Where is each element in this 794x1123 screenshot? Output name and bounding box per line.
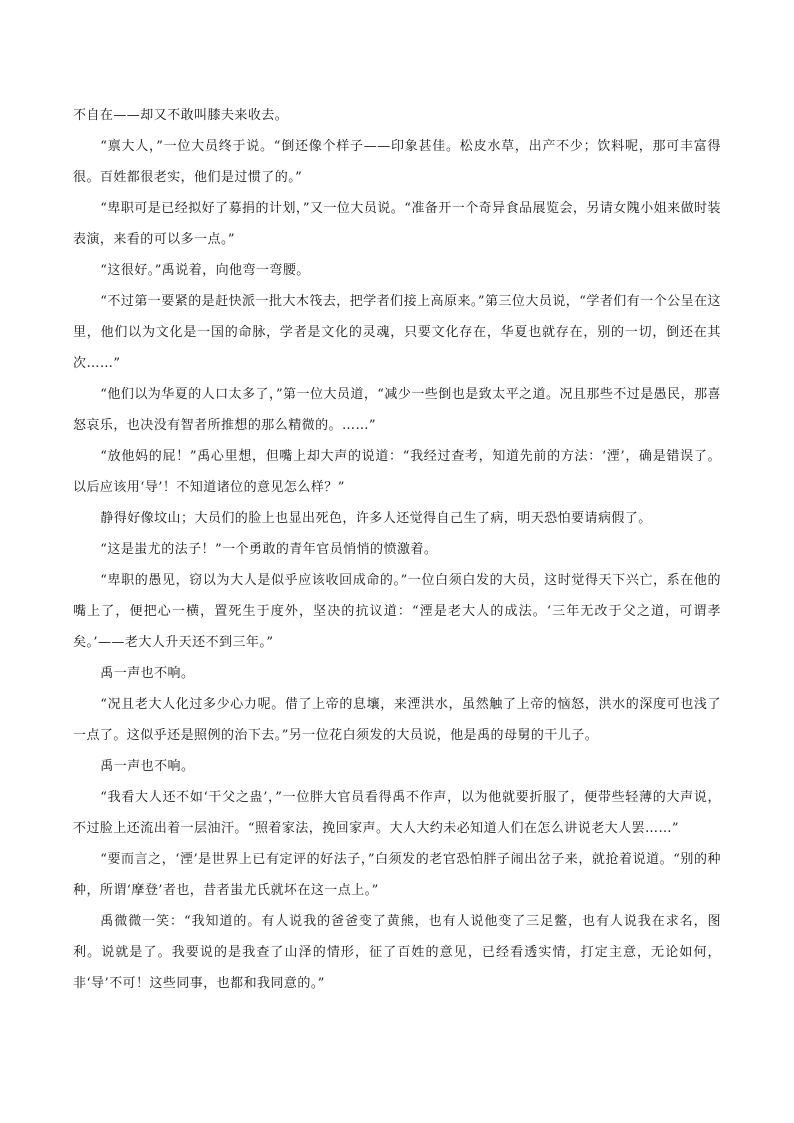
paragraph-12: “况且老大人化过多少心力呢。借了上帝的息壤，来湮洪水，虽然触了上帝的恼怒，洪水的深度可也浅了一点了。这似乎还是照例的治下去。”另一位花白须发的大员说，他是禹的母舅的干儿子。 [73,697,721,743]
paragraph-4: “这很好。”禹说着，向他弯一弯腰。 [100,263,310,278]
paragraph-1: 不自在——却又不敢叫膝夫来收去。 [73,108,289,123]
paragraph-16: 禹微微一笑：“我知道的。有人说我的爸爸变了黄熊，也有人说他变了三足鳖，也有人说我在求名，图利。说就是了。我要说的是我查了山泽的情形，征了百姓的意见，已经看透实情，打定主意，无论如何，非‘导’不可！这些同事，也都和我同意的。” [73,914,721,991]
paragraph-7: “放他妈的屁！”禹心里想，但嘴上却大声的说道：“我经过查考，知道先前的方法：‘湮’，确是错误了。以后应该用‘导’！不知道诸位的意见怎么样？” [73,449,721,495]
paragraph-10: “卑职的愚见，窃以为大人是似乎应该收回成命的。”一位白须白发的大员，这时觉得天下兴亡，系在他的嘴上了，便把心一横，置死生于度外，坚决的抗议道：“湮是老大人的成法。‘三年无改于父之道，可谓孝矣。’——老大人升天还不到三年。” [73,573,721,650]
paragraph-6: “他们以为华夏的人口太多了，”第一位大员道，“减少一些倒也是致太平之道。况且那些不过是愚民，那喜怒哀乐，也决没有智者所推想的那么精微的。……” [73,387,721,433]
paragraph-2: “禀大人，”一位大员终于说。“倒还像个样子——印象甚佳。松皮水草，出产不少；饮料呢，那可丰富得很。百姓都很老实，他们是过惯了的。” [73,139,721,185]
paragraph-14: “我看大人还不如‘干父之蛊’，”一位胖大官员看得禹不作声，以为他就要折服了，便带些轻薄的大声说，不过脸上还流出着一层油汗。“照着家法，挽回家声。大人大约未必知道人们在怎么讲说老大人罢……” [73,790,721,836]
paragraph-8: 静得好像坟山；大员们的脸上也显出死色，许多人还觉得自己生了病，明天恐怕要请病假了。 [100,511,652,526]
paragraph-11: 禹一声也不响。 [100,666,195,681]
paragraph-15: “要而言之，‘湮’是世界上已有定评的好法子，”白须发的老官恐怕胖子闹出岔子来，就抢着说道。“别的种种，所谓‘摩登’者也，昔者蚩尤氏就坏在这一点上。” [73,852,721,898]
paragraph-3: “卑职可是已经拟好了募捐的计划，”又一位大员说。“准备开一个奇异食品展览会，另请女隗小姐来做时装表演，来看的可以多一点。” [73,201,721,247]
paragraph-5: “不过第一要紧的是赶快派一批大木筏去，把学者们接上高原来。”第三位大员说，“学者们有一个公呈在这里，他们以为文化是一国的命脉，学者是文化的灵魂，只要文化存在，华夏也就存在，别的一切，倒还在其次……” [73,294,721,371]
paragraph-9: “这是蚩尤的法子！”一个勇敢的青年官员悄悄的愤激着。 [100,542,438,557]
paragraph-13: 禹一声也不响。 [100,759,195,774]
